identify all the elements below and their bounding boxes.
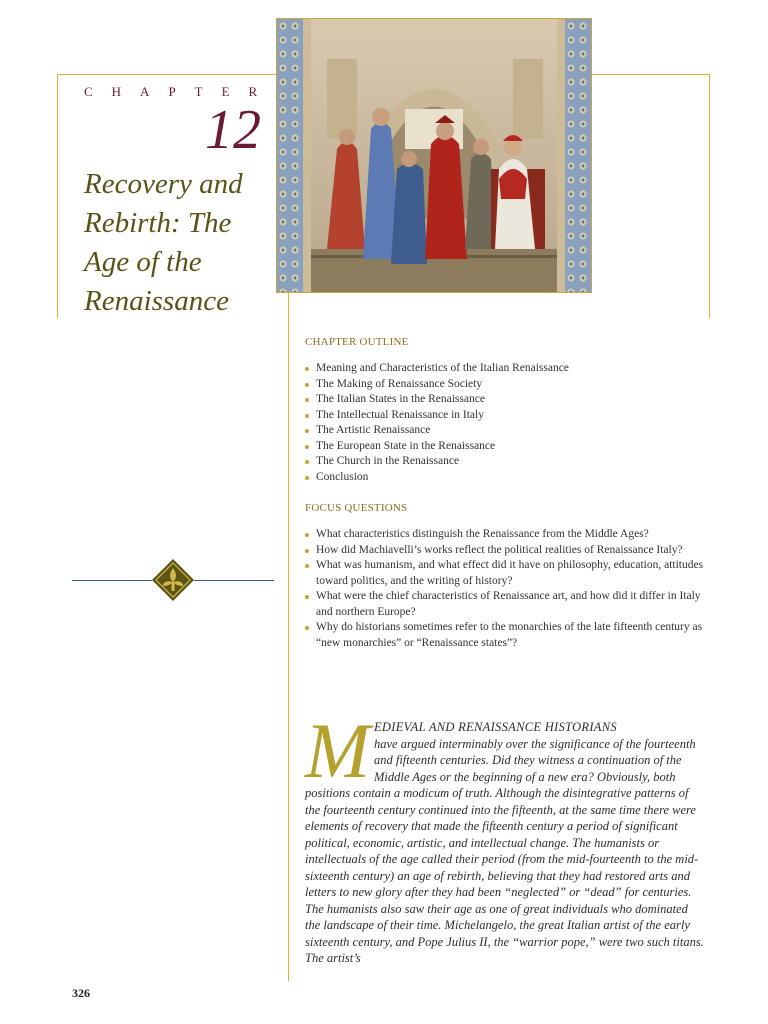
frame-right	[709, 74, 710, 318]
list-item: Conclusion	[305, 470, 705, 486]
ornament-rule-left	[72, 580, 152, 581]
frame-left	[57, 74, 58, 318]
frame-top-left	[57, 74, 276, 75]
chapter-label: CHAPTER	[84, 84, 277, 99]
focus-list	[305, 527, 705, 651]
list-item: How did Machiavelli’s works reflect the political realities of Renaissance Italy?	[305, 543, 705, 559]
outline-heading: CHAPTER OUTLINE	[305, 336, 409, 348]
drop-cap: M	[305, 707, 370, 794]
fleur-ornament-icon	[151, 558, 195, 602]
outline-list	[305, 361, 705, 485]
list-item: What were the chief characteristics of Renaissance art, and how did it differ in Italy and northern Europe?	[305, 589, 705, 620]
lead-in: EDIEVAL AND RENAISSANCE HISTORIANS	[373, 720, 617, 734]
list-item: What characteristics distinguish the Renaissance from the Middle Ages?	[305, 527, 705, 543]
list-item: The Italian States in the Renaissance	[305, 392, 705, 408]
list-item: The Making of Renaissance Society	[305, 377, 705, 393]
list-item: The Artistic Renaissance	[305, 423, 705, 439]
intro-paragraph	[305, 707, 705, 967]
list-item: Why do historians sometimes refer to the monarchies of the late fifteenth century as “new monarchies” or “Renaissance states”?	[305, 620, 705, 651]
list-item: Meaning and Characteristics of the Italian Renaissance	[305, 361, 705, 377]
ornament-rule-right	[194, 580, 274, 581]
chapter-number: 12	[205, 99, 261, 161]
focus-heading: FOCUS QUESTIONS	[305, 502, 408, 514]
page-number: 326	[72, 986, 90, 1000]
frame-top-right	[590, 74, 709, 75]
list-item: The Church in the Renaissance	[305, 454, 705, 470]
list-item: The European State in the Renaissance	[305, 439, 705, 455]
renaissance-painting	[276, 18, 592, 293]
frame-divider	[288, 291, 289, 981]
list-item: The Intellectual Renaissance in Italy	[305, 408, 705, 424]
list-item: What was humanism, and what effect did it have on philosophy, education, attitudes toward politics, and the writing of history?	[305, 558, 705, 589]
paragraph-text: have argued interminably over the significance of the fourteenth and fifteenth centuries. Did they witness a continuation of the Middle Ages or the beginning of a new era? Obviously, both positions contain a modicum of truth. Although the disintegrative patterns of the fourteenth century continued into the fifteenth, at the same time there were elements of recovery that made the fifteenth century a period of significant political, economic, artistic, and intellectual change. The humanists or intellectuals of the age called their period (from the mid-fourteenth to the mid-sixteenth century) an age of rebirth, believing that they had restored arts and letters to new glory after they had been “neglected” or “dead” for centuries. The humanists also saw their age as one of great individuals who dominated the landscape of their time. Michelangelo, the great Italian artist of the early sixteenth century, and Pope Julius II, the “warrior pope,” were two such titans. The artist’s	[305, 736, 704, 965]
chapter-title: Recovery and Rebirth: The Age of the Renaissance	[84, 168, 243, 317]
